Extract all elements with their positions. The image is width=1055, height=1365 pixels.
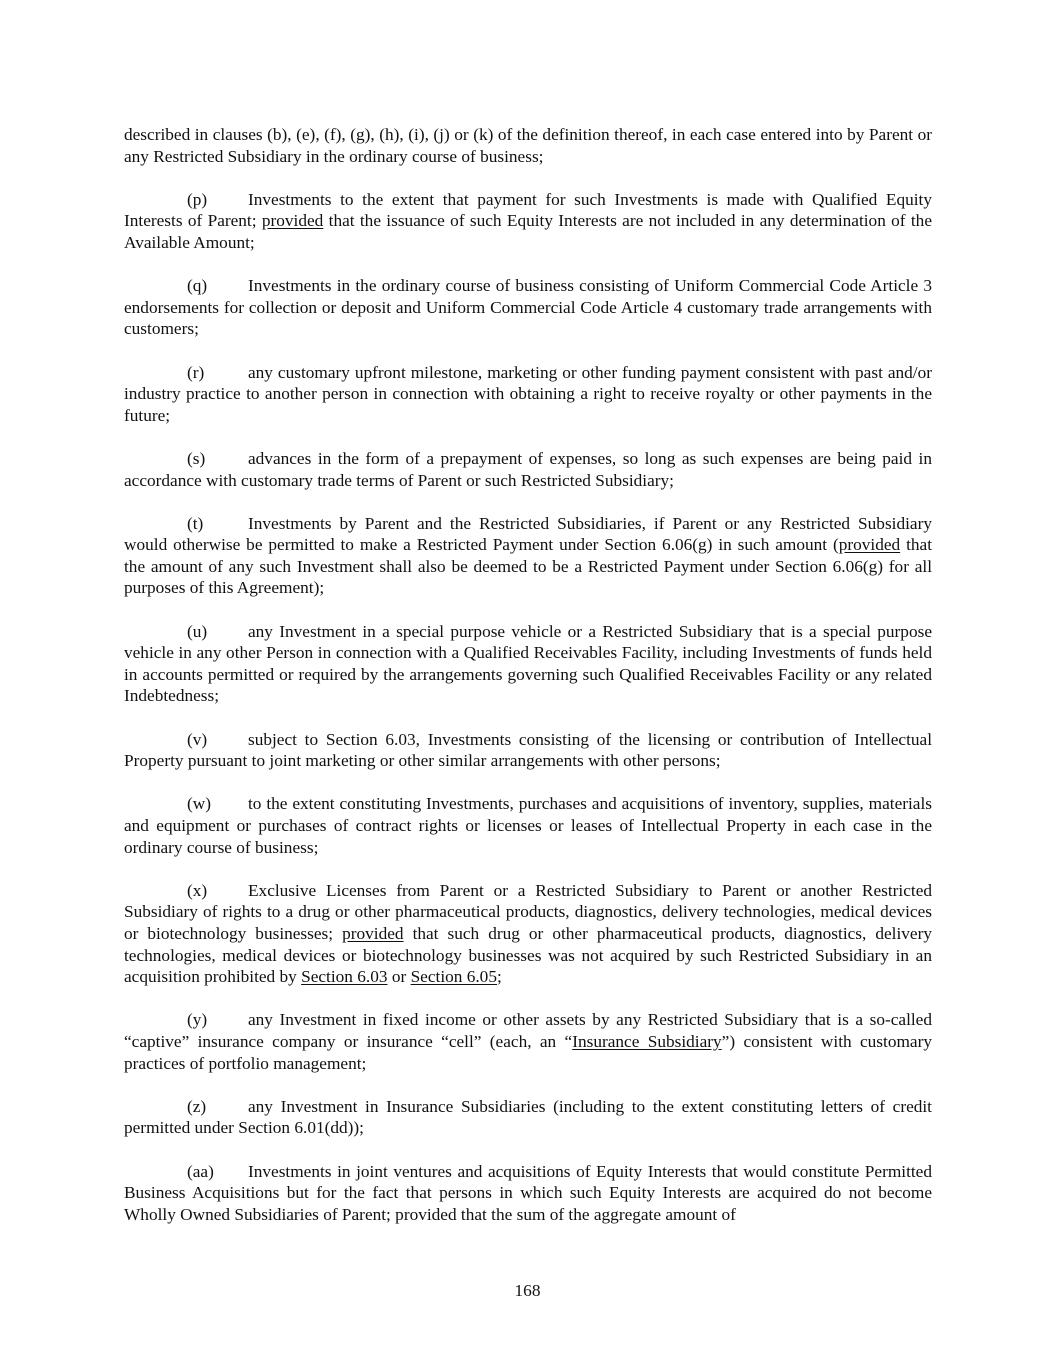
intro-paragraph: described in clauses (b), (e), (f), (g), (h), (i), (j) or (k) of the definition thereof, in each case entered into by Parent or any Restricted Subsidiary in the ordinary course of business; — [124, 125, 932, 166]
clause-paragraph — [124, 1161, 932, 1226]
clause-text: or — [387, 967, 411, 987]
clause-paragraph — [124, 1096, 932, 1139]
clause-paragraph — [124, 513, 932, 599]
underlined-term: Insurance Subsidiary — [572, 1031, 722, 1051]
clause-text: any Investment in fixed income or other assets by any Restricted Subsidiary that is a so-called “captive” insurance company or insurance “cell” (each, an “ — [124, 1010, 932, 1051]
clause-label: (y) — [187, 1010, 208, 1030]
clause-text: that the amount of any such Investment shall also be deemed to be a Restricted Payment under Section 6.06(g) for all purposes of this Agreement); — [124, 535, 932, 598]
underlined-term: Section 6.03 — [301, 967, 388, 987]
clause-label: (z) — [187, 1096, 207, 1116]
clause-paragraph — [124, 275, 932, 340]
underlined-term: provided — [261, 211, 324, 231]
clause-label: (v) — [187, 729, 208, 749]
clause-label: (u) — [187, 621, 208, 641]
document-page — [124, 124, 932, 1247]
clause-text: any customary upfront milestone, marketing or other funding payment consistent with past and/or industry practice to another person in connection with obtaining a right to receive royalty or other payments in the future; — [124, 362, 932, 425]
clause-paragraph — [124, 362, 932, 427]
clause-paragraph — [124, 880, 932, 988]
clause-label: (x) — [187, 880, 208, 900]
clause-label: (s) — [187, 448, 206, 468]
clause-text: that the issuance of such Equity Interests are not included in any determination of the Available Amount; — [124, 211, 932, 252]
clause-label: (q) — [187, 276, 208, 296]
clause-text: subject to Section 6.03, Investments consisting of the licensing or contribution of Intellectual Property pursuant to joint marketing or other similar arrangements with other persons; — [124, 729, 932, 771]
clause-label: (p) — [187, 189, 208, 209]
clause-text: to the extent constituting Investments, purchases and acquisitions of inventory, supplies, materials and equipment or purchases of contract rights or licenses or leases of Intellectual Property in each case in the ordinary course of business; — [124, 794, 932, 857]
clause-paragraph — [124, 729, 932, 772]
clause-text: any Investment in a special purpose vehicle or a Restricted Subsidiary that is a special purpose vehicle in any other Person in connection with a Qualified Receivables Facility, including Investments of funds held in accounts permitted or required by the arrangements governing such Qualified Receivables Facility or any related Indebtedness; — [124, 621, 932, 706]
page-number: 168 — [514, 1281, 541, 1300]
clause-text: advances in the form of a prepayment of expenses, so long as such expenses are being paid in accordance with customary trade terms of Parent or such Restricted Subsidiary; — [124, 448, 932, 490]
clause-text: that such drug or other pharmaceutical products, diagnostics, delivery technologies, medical devices or biotechnology businesses was not acquired by such Restricted Subsidiary in an acquisition prohibited by — [124, 923, 932, 987]
clause-paragraph — [124, 189, 932, 254]
clause-text: Exclusive Licenses from Parent or a Restricted Subsidiary to Parent or another Restricted Subsidiary of rights to a drug or other pharmaceutical products, diagnostics, delivery technologies, medical devices or biotechnology businesses; — [124, 880, 932, 943]
clause-list — [124, 189, 932, 1226]
clause-text: ”) consistent with customary practices of portfolio management; — [124, 1031, 932, 1073]
underlined-term: Section 6.05 — [410, 967, 497, 987]
clause-text: Investments to the extent that payment for such Investments is made with Qualified Equity Interests of Parent; — [124, 189, 932, 231]
clause-paragraph — [124, 448, 932, 491]
clause-paragraph — [124, 793, 932, 858]
clause-text: Investments in the ordinary course of business consisting of Uniform Commercial Code Article 3 endorsements for collection or deposit and Uniform Commercial Code Article 4 customary trade arrangements with customers; — [124, 276, 932, 339]
clause-text: ; — [496, 967, 502, 987]
underlined-term: provided — [838, 535, 901, 555]
clause-label: (aa) — [187, 1161, 214, 1181]
clause-text: Investments by Parent and the Restricted Subsidiaries, if Parent or any Restricted Subsidiary would otherwise be permitted to make a Restricted Payment under Section 6.06(g) in such amount ( — [124, 513, 932, 555]
clause-label: (r) — [187, 362, 205, 382]
clause-text: any Investment in Insurance Subsidiaries (including to the extent constituting letters of credit permitted under Section 6.01(dd)); — [124, 1096, 932, 1138]
clause-paragraph — [124, 1009, 932, 1074]
clause-label: (w) — [187, 794, 211, 814]
clause-text: Investments in joint ventures and acquisitions of Equity Interests that would constitute Permitted Business Acquisitions but for the fact that persons in which such Equity Interests are acquired do not become Wholly Owned Subsidiaries of Parent; provided that the sum of the aggregate amount of — [124, 1161, 932, 1224]
clause-label: (t) — [187, 513, 204, 533]
underlined-term: provided — [342, 923, 404, 943]
clause-paragraph — [124, 621, 932, 707]
